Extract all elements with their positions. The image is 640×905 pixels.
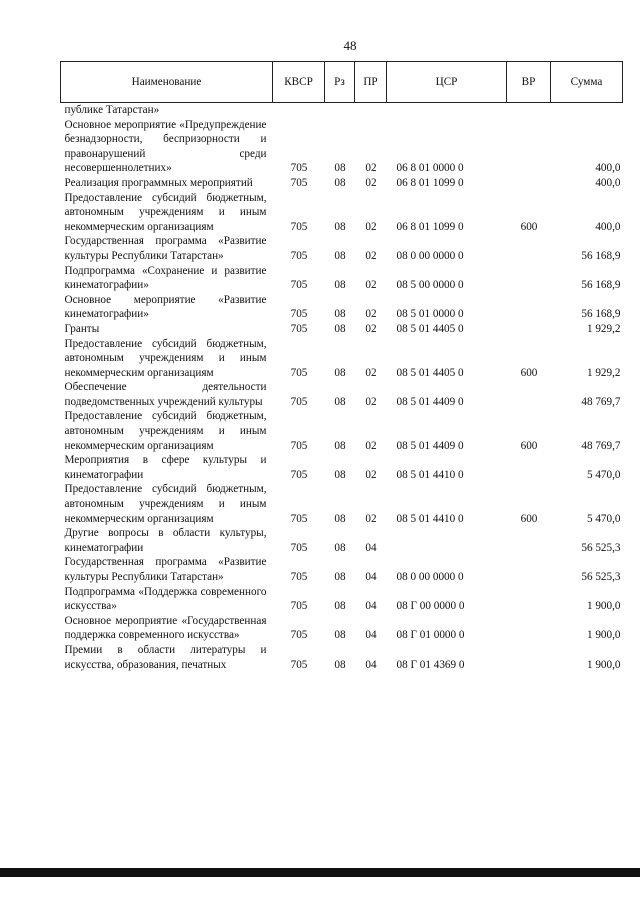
row-sum: 400,0 <box>595 162 621 175</box>
row-rz: 08 <box>334 600 346 613</box>
table-row <box>61 293 623 322</box>
row-name: Реализация программных мероприятий <box>64 176 253 189</box>
row-name: Подпрограмма «Поддержка современного искусства» <box>64 585 267 613</box>
row-name: публике Татарстан» <box>64 104 160 116</box>
row-vr <box>507 322 551 337</box>
row-csr: 08 5 01 4405 0 <box>396 322 464 335</box>
row-csr: 08 Г 01 0000 0 <box>396 629 465 642</box>
row-pr: 04 <box>365 541 377 554</box>
row-pr: 04 <box>365 571 377 583</box>
table-row <box>61 482 623 526</box>
row-sum: 56 525,3 <box>581 571 621 583</box>
row-rz <box>325 103 355 118</box>
row-name: Обеспечение деятельности подведомственных учреждений культуры <box>64 381 267 408</box>
row-kvsr: 705 <box>290 220 308 233</box>
row-kvsr <box>273 103 325 118</box>
table-row <box>61 322 623 337</box>
row-kvsr: 705 <box>290 512 308 525</box>
row-kvsr: 705 <box>290 366 308 379</box>
row-rz: 08 <box>334 658 346 671</box>
row-kvsr: 705 <box>290 308 308 321</box>
row-rz: 08 <box>334 279 346 292</box>
row-name: Предоставление субсидий бюджетным, автономным учреждениям и иным некоммерческим организациям <box>64 410 267 452</box>
row-name: Мероприятия в сфере культуры и кинематографии <box>64 454 267 481</box>
budget-table <box>60 61 623 672</box>
row-vr: 600 <box>520 512 538 525</box>
row-pr: 04 <box>365 629 377 642</box>
row-kvsr: 705 <box>290 395 308 408</box>
row-kvsr: 705 <box>290 176 308 189</box>
row-rz: 08 <box>334 468 346 481</box>
row-csr: 08 5 01 4409 0 <box>396 439 464 452</box>
page-number: 48 <box>343 38 357 53</box>
row-vr <box>507 176 551 191</box>
row-pr: 02 <box>365 279 377 292</box>
row-name: Подпрограмма «Сохранение и развитие кинематографии» <box>64 264 267 292</box>
row-rz: 08 <box>334 176 346 189</box>
header-kvsr: КВСР <box>273 62 325 103</box>
table-row <box>61 555 623 584</box>
row-csr: 06 8 01 0000 0 <box>396 162 464 175</box>
row-rz: 08 <box>334 322 346 335</box>
row-vr <box>507 585 551 614</box>
row-vr <box>507 293 551 322</box>
row-csr: 06 8 01 1099 0 <box>396 176 464 189</box>
row-rz: 08 <box>334 162 346 175</box>
row-sum: 56 168,9 <box>581 279 621 292</box>
row-vr <box>507 643 551 672</box>
row-csr: 08 5 01 0000 0 <box>396 308 464 321</box>
row-kvsr: 705 <box>290 279 308 292</box>
row-pr: 04 <box>365 658 377 671</box>
row-sum: 5 470,0 <box>586 468 621 481</box>
header-vr: ВР <box>507 62 551 103</box>
row-pr: 02 <box>365 322 377 335</box>
row-vr <box>507 526 551 555</box>
row-kvsr: 705 <box>290 249 308 262</box>
row-vr <box>507 614 551 643</box>
row-name: Государственная программа «Развитие культуры Республики Татарстан» <box>64 235 267 262</box>
row-name: Гранты <box>64 322 100 335</box>
row-csr: 08 5 01 4405 0 <box>396 366 464 379</box>
table-body <box>61 103 623 673</box>
table-row <box>61 176 623 191</box>
row-name: Предоставление субсидий бюджетным, автономным учреждениям и иным некоммерческим организациям <box>64 191 267 233</box>
row-kvsr: 705 <box>290 658 308 671</box>
row-kvsr: 705 <box>290 322 308 335</box>
header-sum: Сумма <box>551 62 623 103</box>
row-rz: 08 <box>334 249 346 262</box>
row-vr <box>507 118 551 176</box>
row-sum: 48 769,7 <box>581 439 621 452</box>
row-sum <box>551 103 623 118</box>
row-rz: 08 <box>334 439 346 452</box>
row-rz: 08 <box>334 220 346 233</box>
row-pr: 02 <box>365 162 377 175</box>
row-name: Основное мероприятие «Развитие кинематографии» <box>64 293 267 321</box>
row-sum: 56 168,9 <box>581 308 621 321</box>
row-pr: 02 <box>365 176 377 189</box>
table-row <box>61 643 623 672</box>
row-sum: 1 900,0 <box>586 600 621 613</box>
row-pr <box>355 103 387 118</box>
row-sum: 400,0 <box>595 176 621 189</box>
row-kvsr: 705 <box>290 629 308 642</box>
row-csr <box>387 103 507 118</box>
row-pr: 04 <box>365 600 377 613</box>
row-pr: 02 <box>365 439 377 452</box>
row-kvsr: 705 <box>290 468 308 481</box>
header-csr: ЦСР <box>387 62 507 103</box>
row-name: Основное мероприятие «Предупреждение безнадзорности, беспризорности и правонарушений среди несовершеннолетних» <box>64 118 267 175</box>
row-rz: 08 <box>334 629 346 642</box>
row-sum: 48 769,7 <box>581 395 621 408</box>
row-csr: 08 0 00 0000 0 <box>396 571 464 583</box>
row-vr <box>507 264 551 293</box>
row-name: Другие вопросы в области культуры, кинематографии <box>64 527 267 554</box>
row-sum: 1 900,0 <box>586 629 621 642</box>
row-name: Основное мероприятие «Государственная поддержка современного искусства» <box>64 614 267 642</box>
header-pr: ПР <box>355 62 387 103</box>
row-rz: 08 <box>334 366 346 379</box>
row-kvsr: 705 <box>290 571 308 583</box>
row-pr: 02 <box>365 366 377 379</box>
row-vr: 600 <box>520 366 538 379</box>
table-row <box>61 191 623 235</box>
row-rz: 08 <box>334 541 346 554</box>
header-name: Наименование <box>61 62 273 103</box>
row-rz: 08 <box>334 395 346 408</box>
row-pr: 02 <box>365 220 377 233</box>
row-csr: 08 5 01 4410 0 <box>396 468 464 481</box>
row-rz: 08 <box>334 512 346 525</box>
row-kvsr: 705 <box>290 600 308 613</box>
row-vr <box>507 380 551 409</box>
table-row <box>61 118 623 176</box>
table-row <box>61 453 623 482</box>
row-pr: 02 <box>365 468 377 481</box>
row-kvsr: 705 <box>290 541 308 554</box>
row-sum: 1 929,2 <box>586 322 621 335</box>
row-name: Предоставление субсидий бюджетным, автономным учреждениям и иным некоммерческим организациям <box>64 337 267 379</box>
row-vr <box>507 234 551 263</box>
row-vr: 600 <box>520 439 538 452</box>
table-row <box>61 103 623 118</box>
row-pr: 02 <box>365 395 377 408</box>
row-sum: 56 525,3 <box>581 541 621 554</box>
table-row <box>61 264 623 293</box>
table-row <box>61 234 623 263</box>
row-sum: 56 168,9 <box>581 249 621 262</box>
row-pr: 02 <box>365 512 377 525</box>
row-kvsr: 705 <box>290 162 308 175</box>
row-csr: 08 5 01 4410 0 <box>396 512 464 525</box>
row-pr: 02 <box>365 249 377 262</box>
row-sum: 1 900,0 <box>586 658 621 671</box>
table-row <box>61 585 623 614</box>
row-csr: 08 Г 00 0000 0 <box>396 600 465 613</box>
table-row <box>61 409 623 453</box>
row-name: Государственная программа «Развитие культуры Республики Татарстан» <box>64 556 267 583</box>
row-csr: 08 5 01 4409 0 <box>396 395 464 408</box>
row-sum: 400,0 <box>595 220 621 233</box>
row-vr <box>507 453 551 482</box>
row-vr <box>507 555 551 584</box>
header-rz: Рз <box>325 62 355 103</box>
row-kvsr: 705 <box>290 439 308 452</box>
scan-edge-bar <box>0 868 640 877</box>
row-sum: 5 470,0 <box>586 512 621 525</box>
row-csr: 08 Г 01 4369 0 <box>396 658 465 671</box>
row-csr: 06 8 01 1099 0 <box>396 220 464 233</box>
row-name: Премии в области литературы и искусства, образования, печатных <box>64 643 267 671</box>
row-name: Предоставление субсидий бюджетным, автономным учреждениям и иным некоммерческим организациям <box>64 483 267 525</box>
row-sum: 1 929,2 <box>586 366 621 379</box>
row-rz: 08 <box>334 308 346 321</box>
table-row <box>61 614 623 643</box>
row-csr: 08 5 00 0000 0 <box>396 279 464 292</box>
row-pr: 02 <box>365 308 377 321</box>
table-row <box>61 380 623 409</box>
row-vr: 600 <box>520 220 538 233</box>
table-header <box>61 62 623 103</box>
row-csr <box>387 526 507 555</box>
table-row <box>61 337 623 381</box>
table-row <box>61 526 623 555</box>
row-csr: 08 0 00 0000 0 <box>396 249 464 262</box>
row-vr <box>507 103 551 118</box>
row-rz: 08 <box>334 571 346 583</box>
